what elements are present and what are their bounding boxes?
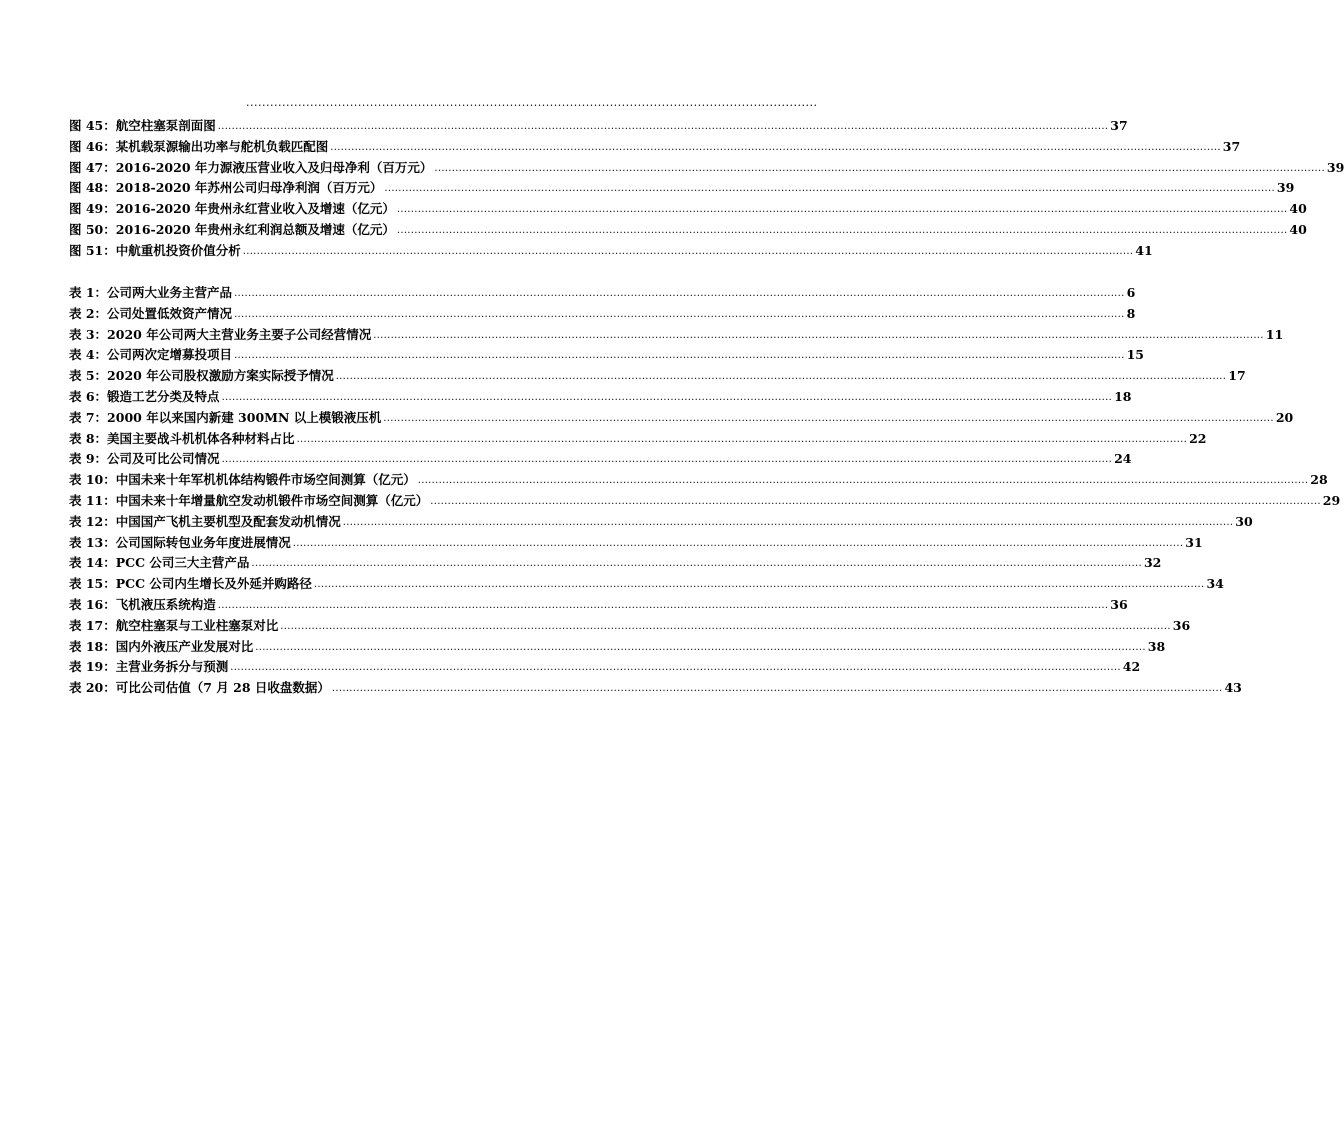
table-entry[interactable] [69,345,1145,366]
leader-dots [343,517,1234,528]
leader-dots [373,330,1264,341]
table-entry-page-number: 15 [1126,347,1145,363]
leader-dots [218,600,1109,611]
figure-entry-page-number: 40 [1289,221,1307,237]
leader-dots [230,662,1121,673]
leader-dots [384,183,1275,194]
table-entry-title: 表 3：2020 年公司两大主营业务主要子公司经营情况 [69,326,372,342]
table-entry-page-number: 38 [1147,638,1166,654]
figure-entry-page-number: 40 [1289,201,1307,217]
table-entry-page-number: 34 [1206,576,1224,592]
figure-entry[interactable] [69,241,1153,262]
table-entry[interactable] [69,512,1253,533]
figure-entry-title: 图 49：2016-2020 年贵州永红营业收入及增速（亿元） [69,201,395,217]
table-entry-title: 表 1：公司两大业务主营产品 [69,285,233,300]
table-entry[interactable] [69,325,1284,346]
figure-entry-title: 图 50：2016-2020 年贵州永红利润总额及增速（亿元） [69,221,395,237]
table-entry[interactable] [69,637,1166,658]
leader-dots [234,288,1125,299]
table-entry-page-number: 30 [1235,513,1253,529]
figure-entry-page-number: 39 [1326,159,1344,175]
table-entry[interactable] [69,408,1294,429]
figure-list [69,116,1344,262]
table-entry-page-number: 42 [1122,659,1141,675]
table-entry-title: 表 4：公司两次定增募投项目 [69,347,233,363]
table-entry[interactable] [69,678,1242,699]
figure-entry-page-number: 41 [1135,242,1153,258]
table-entry-title: 表 11：中国未来十年增量航空发动机锻件市场空间测算（亿元） [69,492,429,508]
table-entry-page-number: 28 [1310,472,1328,488]
leader-dots [255,642,1146,653]
figure-entry[interactable] [69,220,1307,241]
table-entry-page-number: 18 [1114,388,1132,404]
leader-dots [297,434,1188,445]
figure-entry[interactable] [69,178,1295,199]
table-entry-title: 表 7：2000 年以来国内新建 300MN 以上模锻液压机 [69,409,382,425]
figure-entry[interactable] [69,137,1241,158]
figure-entry-title: 图 45：航空柱塞泵剖面图 [69,118,216,133]
leader-dots [430,496,1321,507]
leader-dots [222,392,1113,403]
table-entry[interactable] [69,449,1132,470]
figure-entry-title: 图 46：某机载泵源输出功率与舵机负载匹配图 [69,138,329,154]
table-entry[interactable] [69,387,1132,408]
leader-dots [314,579,1205,590]
table-entry-page-number: 22 [1189,430,1207,446]
table-entry-title: 表 9：公司及可比公司情况 [69,451,220,467]
table-entry-title: 表 13：公司国际转包业务年度进展情况 [69,534,291,550]
figure-entry-title: 图 51：中航重机投资价值分析 [69,242,241,258]
table-entry-title: 表 6：锻造工艺分类及特点 [69,388,220,404]
table-entry-page-number: 6 [1126,285,1136,300]
leader-dots [330,142,1221,153]
table-entry[interactable] [69,491,1341,512]
table-entry-title: 表 19：主营业务拆分与预测 [69,659,229,675]
table-entry[interactable] [69,616,1191,637]
table-entry-page-number: 17 [1228,368,1246,384]
table-entry[interactable] [69,366,1246,387]
table-entry[interactable] [69,429,1207,450]
table-entry-page-number: 36 [1172,617,1191,633]
table-entry[interactable] [69,533,1203,554]
table-entry[interactable] [69,574,1224,595]
table-list [69,283,1341,699]
leader-dots [218,121,1109,132]
table-entry-title: 表 20：可比公司估值（7 月 28 日收盘数据） [69,680,330,696]
table-entry-title: 表 16：飞机液压系统构造 [69,596,216,612]
table-entry-title: 表 5：2020 年公司股权激励方案实际授予情况 [69,368,334,384]
leader-dots [418,475,1309,486]
leader-dots [251,558,1142,569]
table-entry-page-number: 29 [1322,492,1341,508]
figure-entry-title: 图 47：2016-2020 年力源液压营业收入及归母净利（百万元） [69,159,433,175]
table-entry-page-number: 36 [1110,596,1128,612]
leader-dots [383,413,1274,424]
leader-dots [243,246,1134,257]
leader-dots [434,163,1325,174]
leader-dots [336,371,1227,382]
table-entry-title: 表 18：国内外液压产业发展对比 [69,638,254,654]
figure-entry-page-number: 39 [1276,180,1295,196]
figure-entry[interactable] [69,158,1344,179]
figure-entry-page-number: 37 [1222,138,1241,154]
leader-dots: ............................................................................................................................................... [246,96,818,109]
table-entry-page-number: 8 [1126,305,1136,321]
figure-entry-title: 图 48：2018-2020 年苏州公司归母净利润（百万元） [69,180,383,196]
leader-dots [397,204,1288,215]
table-entry-title: 表 14：PCC 公司三大主营产品 [69,555,250,571]
table-entry-title: 表 12：中国国产飞机主要机型及配套发动机情况 [69,513,341,529]
table-entry-title: 表 10：中国未来十年军机机体结构锻件市场空间测算（亿元） [69,472,416,488]
table-entry-title: 表 17：航空柱塞泵与工业柱塞泵对比 [69,617,279,633]
table-entry-title: 表 8：美国主要战斗机机体各种材料占比 [69,430,295,446]
table-entry-page-number: 24 [1114,451,1132,467]
leader-dots [332,683,1223,694]
table-entry-title: 表 2：公司处置低效资产情况 [69,305,233,321]
table-entry[interactable] [69,657,1141,678]
table-entry-title: 表 15：PCC 公司内生增长及外延并购路径 [69,576,312,592]
leader-dots [280,621,1171,632]
leader-dots [222,454,1113,465]
table-entry[interactable] [69,283,1136,304]
table-entry-page-number: 11 [1265,326,1284,342]
table-entry-page-number: 31 [1185,534,1203,550]
leader-dots [293,538,1184,549]
table-entry[interactable] [69,595,1128,616]
table-entry[interactable] [69,553,1162,574]
table-entry-page-number: 32 [1143,555,1162,571]
figure-entry[interactable] [69,199,1307,220]
leader-dots [234,309,1125,320]
leader-dots [397,225,1288,236]
table-entry[interactable] [69,304,1136,325]
table-entry[interactable] [69,470,1328,491]
leader-dots [234,350,1125,361]
figure-entry-page-number: 37 [1110,118,1128,133]
figure-entry[interactable] [69,116,1128,137]
table-entry-page-number: 43 [1224,680,1242,696]
table-entry-page-number: 20 [1275,409,1294,425]
